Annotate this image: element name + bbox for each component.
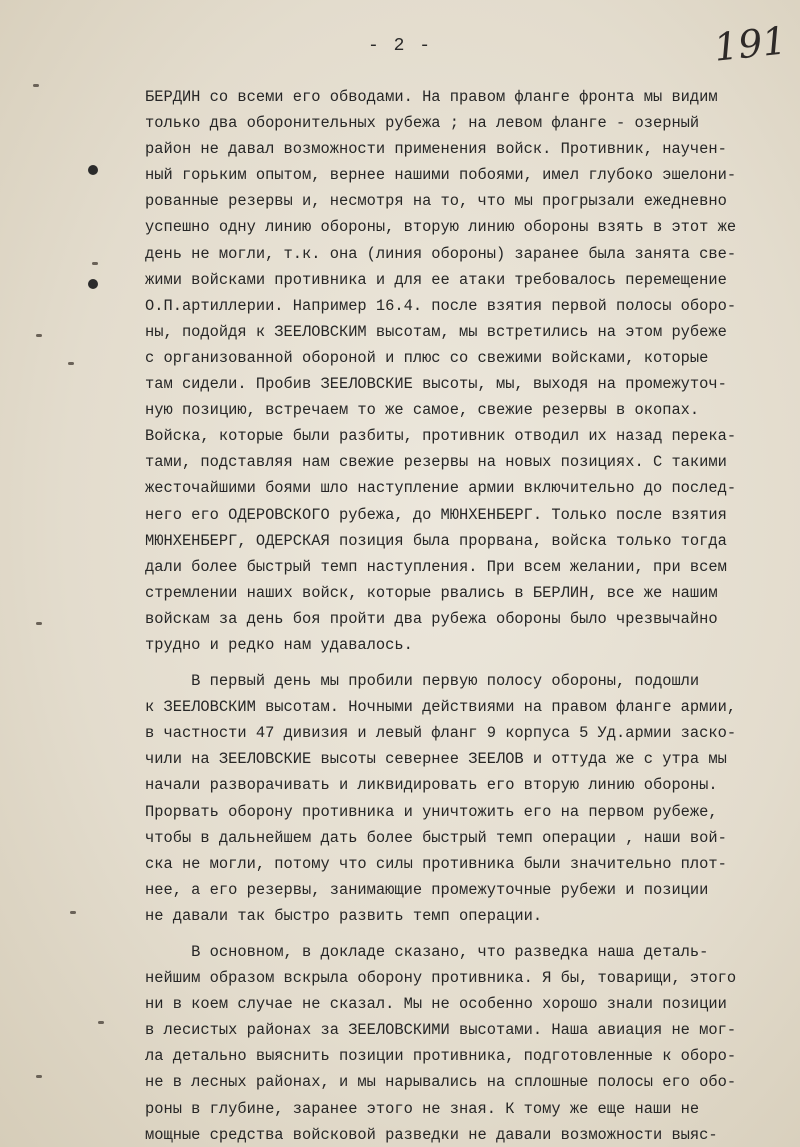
text-line: войскам за день боя пройти два рубежа обороны было чрезвычайно: [145, 609, 718, 628]
text-line: нее, а его резервы, занимающие промежуточные рубежи и позиции: [145, 880, 709, 899]
text-line: дали более быстрый темп наступления. При всем желании, при всем: [145, 557, 727, 576]
document-body: [145, 84, 785, 1147]
text-line: не давали так быстро развить темп операции.: [145, 906, 543, 925]
text-line: БЕРДИН со всеми его обводами. На правом фланге фронта мы видим: [145, 88, 718, 106]
text-line: ла детально выяснить позиции противника, подготовленные к оборо-: [145, 1047, 737, 1066]
page-number: - 2 -: [367, 36, 432, 56]
text-line: начали разворачивать и ликвидировать его вторую линию обороны.: [145, 776, 718, 795]
text-line: район не давал возможности применения войск. Противник, научен-: [145, 140, 727, 159]
text-line: успешно одну линию обороны, вторую линию обороны взять в этот же: [145, 218, 737, 237]
archive-sheet-number: 191: [711, 18, 789, 70]
text-line: трудно и редко нам удавалось.: [145, 635, 413, 654]
text-line: стремлении наших войск, которые рвались в БЕРЛИН, все же нашим: [145, 583, 718, 602]
text-line: к ЗЕЕЛОВСКИМ высотам. Ночными действиями на правом фланге армии,: [145, 698, 737, 717]
text-line: только два оборонительных рубежа ; на левом фланге - озерный: [145, 114, 700, 133]
text-line: жими войсками противника и для ее атаки требовалось перемещение: [145, 270, 727, 289]
text-line: тами, подставляя нам свежие резервы на новых позициях. С такими: [145, 453, 727, 472]
paragraph-gap: [145, 929, 785, 939]
paragraph-gap: [145, 658, 785, 668]
text-line: ны, подойдя к ЗЕЕЛОВСКИМ высотам, мы встретились на этом рубеже: [145, 322, 727, 341]
text-line: МЮНХЕНБЕРГ, ОДЕРСКАЯ позиция была прорвана, войска только тогда: [145, 531, 727, 550]
binding-mark: [68, 362, 74, 365]
text-line: не в лесных районах, и мы нарывались на сплошные полосы его обо-: [145, 1073, 737, 1092]
text-line: роны в глубине, заранее этого не зная. К тому же еще наши не: [145, 1099, 700, 1118]
binding-mark: [36, 1075, 42, 1078]
text-line: О.П.артиллерии. Например 16.4. после взятия первой полосы оборо-: [145, 296, 737, 315]
binding-mark: [36, 622, 42, 625]
text-line: чтобы в дальнейшем дать более быстрый темп операции , наши вой-: [145, 828, 727, 847]
paragraph: [145, 668, 785, 929]
text-line: Войска, которые были разбиты, противник отводил их назад перека-: [145, 427, 737, 446]
text-line: мощные средства войсковой разведки не давали возможности выяс-: [145, 1125, 718, 1144]
paragraph: [145, 84, 785, 658]
punch-hole: [88, 279, 98, 289]
text-line: в лесистых районах за ЗЕЕЛОВСКИМИ высотами. Наша авиация не мог-: [145, 1021, 737, 1040]
binding-mark: [33, 84, 39, 87]
text-line: ска не могли, потому что силы противника были значительно плот-: [145, 854, 727, 873]
text-line: день не могли, т.к. она (линия обороны) заранее была занята све-: [145, 244, 737, 263]
text-line: чили на ЗЕЕЛОВСКИЕ высоты севернее ЗЕЕЛОВ и оттуда же с утра мы: [145, 750, 727, 769]
binding-mark: [70, 911, 76, 914]
text-line: ную позицию, встречаем то же самое, свежие резервы в окопах.: [145, 401, 700, 420]
text-line: него его ОДЕРОВСКОГО рубежа, до МЮНХЕНБЕРГ. Только после взятия: [145, 505, 727, 524]
binding-mark: [36, 334, 42, 337]
text-line: там сидели. Пробив ЗЕЕЛОВСКИЕ высоты, мы, выходя на промежуточ-: [145, 375, 727, 394]
text-line: жесточайшими боями шло наступление армии включительно до послед-: [145, 479, 737, 498]
text-line: нейшим образом вскрыла оборону противника. Я бы, товарищи, этого: [145, 969, 737, 988]
text-line: Прорвать оборону противника и уничтожить его на первом рубеже,: [145, 802, 718, 821]
text-line: в частности 47 дивизия и левый фланг 9 корпуса 5 Уд.армии заско-: [145, 724, 737, 743]
binding-mark: [98, 1021, 104, 1024]
text-line: ни в коем случае не сказал. Мы не особенно хорошо знали позиции: [145, 995, 727, 1014]
text-line: В первый день мы пробили первую полосу обороны, подошли: [145, 672, 700, 691]
text-line: с организованной обороной и плюс со свежими войсками, которые: [145, 348, 709, 367]
text-line: ный горьким опытом, вернее нашими побоями, имел глубоко эшелони-: [145, 166, 737, 185]
punch-hole: [88, 165, 98, 175]
text-line: рованные резервы и, несмотря на то, что мы прогрызали ежедневно: [145, 192, 727, 211]
paragraph: [145, 939, 785, 1147]
text-line: В основном, в докладе сказано, что разведка наша деталь-: [145, 943, 709, 961]
binding-mark: [92, 262, 98, 265]
